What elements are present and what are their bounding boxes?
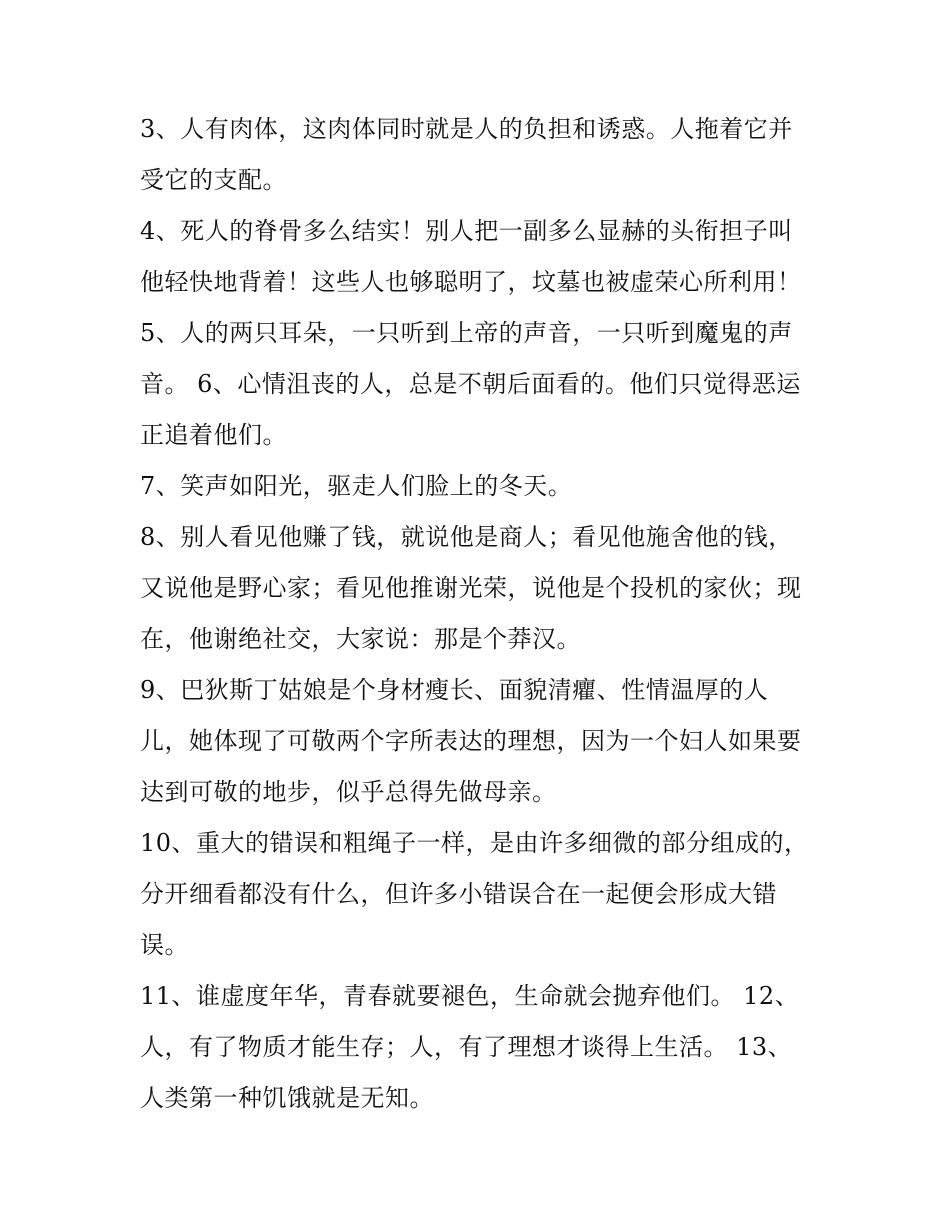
text-line: 他轻快地背着！这些人也够聪明了，坟墓也被虚荣心所利用！ [140,268,802,296]
text-line: 达到可敬的地步，似乎总得先做母亲。 [140,778,557,806]
text-line: 又说他是野心家；看见他推谢光荣，说他是个投机的家伙；现 [140,574,802,602]
text-line: 10、重大的错误和粗绳子一样，是由许多细微的部分组成的， [140,829,809,857]
text-line: 11、谁虚度年华，青春就要褪色，生命就会抛弃他们。 12、 [140,982,800,1010]
text-line: 音。 6、心情沮丧的人，总是不朝后面看的。他们只觉得恶运 [140,370,801,398]
text-line: 误。 [140,931,189,959]
text-line: 在，他谢绝社交，大家说：那是个莽汉。 [140,625,581,653]
text-line: 3、人有肉体，这肉体同时就是人的负担和诱惑。人拖着它并 [140,115,793,143]
text-line: 受它的支配。 [140,166,287,194]
text-line: 8、别人看见他赚了钱，就说他是商人；看见他施舍他的钱， [140,523,793,551]
text-line: 人，有了物质才能生存；人，有了理想才谈得上生活。 13、 [140,1033,793,1061]
text-line: 人类第一种饥饿就是无知。 [140,1084,434,1112]
text-line: 9、巴狄斯丁姑娘是个身材瘦长、面貌清癯、性情温厚的人 [140,676,769,704]
text-line: 7、笑声如阳光，驱走人们脸上的冬天。 [140,472,573,500]
text-line: 4、死人的脊骨多么结实！别人把一副多么显赫的头衔担子叫 [140,217,793,245]
quote-text-block [140,104,820,1124]
text-line: 正追着他们。 [140,421,287,449]
text-line: 5、人的两只耳朵，一只听到上帝的声音，一只听到魔鬼的声 [140,319,793,347]
text-line: 儿，她体现了可敬两个字所表达的理想，因为一个妇人如果要 [140,727,802,755]
text-line: 分开细看都没有什么，但许多小错误合在一起便会形成大错 [140,880,777,908]
